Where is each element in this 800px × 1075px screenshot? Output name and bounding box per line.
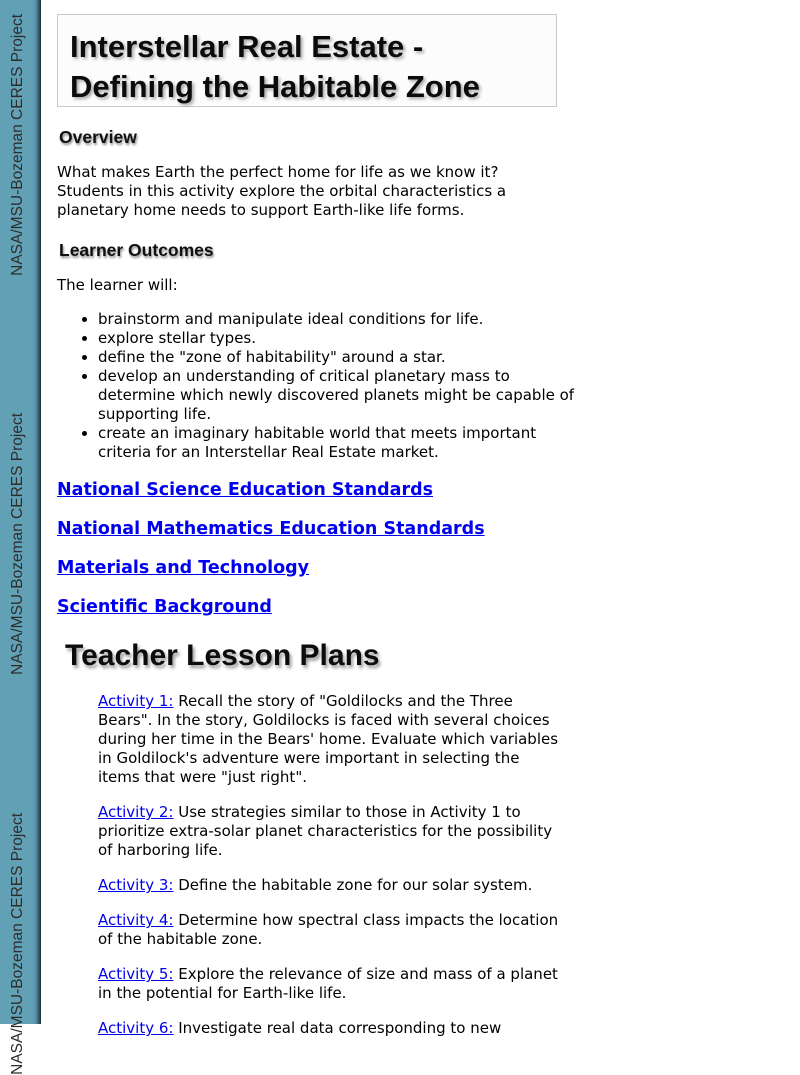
section-link[interactable]: Scientific Background [57,597,272,617]
learner-outcome-item: • define the "zone of habitability" around a star. [98,348,585,367]
activity-description: Investigate real data corresponding to new [178,1019,502,1037]
section-link[interactable]: National Mathematics Education Standards [57,519,485,539]
activity-link[interactable]: Activity 5: [98,965,174,983]
learner-intro-text: The learner will: [57,276,178,294]
overview-heading: Overview [59,127,137,147]
activity-description: Define the habitable zone for our solar system. [178,876,533,894]
sidebar-project-label: NASA/MSU-Bozeman CERES Project [9,14,26,276]
overview-paragraph: What makes Earth the perfect home for life as we know it? Students in this activity explore the orbital characteristics a planetary home needs to support Earth-like life forms. [57,163,507,219]
learner-outcome-item: • develop an understanding of critical planetary mass to determine which newly discovered planets might be capable of supporting life. [98,367,585,424]
title-line-1: Interstellar Real Estate - [70,29,424,64]
teacher-lesson-plans-heading: Teacher Lesson Plans [65,639,380,672]
sidebar [0,0,41,1075]
activity-item [98,1019,561,1038]
sidebar-project-label: NASA/MSU-Bozeman CERES Project [9,413,26,675]
activity-item [98,965,561,1003]
activity-description: Determine how spectral class impacts the location of the habitable zone. [98,911,559,948]
learner-outcomes-list [57,310,585,462]
activity-link[interactable]: Activity 2: [98,803,174,821]
activity-item [98,692,561,787]
section-link[interactable]: Materials and Technology [57,558,310,578]
section-link[interactable]: National Science Education Standards [57,480,434,500]
learner-outcomes-heading: Learner Outcomes [59,240,214,260]
main-content [57,0,800,1038]
activity-item [98,876,561,895]
learner-outcome-item: • brainstorm and manipulate ideal conditions for life. [98,310,585,329]
section-link-row [57,480,800,501]
learner-outcome-item: • explore stellar types. [98,329,585,348]
title-banner-image [57,14,557,107]
activity-link[interactable]: Activity 4: [98,911,174,929]
learner-outcome-item: • create an imaginary habitable world that meets important criteria for an Interstellar Real Estate market. [98,424,585,462]
activity-item [98,911,561,949]
section-link-row [57,519,800,540]
activity-item [98,803,561,860]
activity-link[interactable]: Activity 3: [98,876,174,894]
activity-link[interactable]: Activity 1: [98,692,174,710]
sidebar-project-label: NASA/MSU-Bozeman CERES Project [9,813,26,1075]
section-link-row [57,558,800,579]
activity-link[interactable]: Activity 6: [98,1019,174,1037]
title-line-2: Defining the Habitable Zone [70,69,480,104]
activity-description: Explore the relevance of size and mass of a planet in the potential for Earth-like life. [98,965,558,1002]
activity-description: Use strategies similar to those in Activity 1 to prioritize extra-solar planet characteristics for the possibility of harboring life. [98,803,553,859]
activity-description: Recall the story of "Goldilocks and the Three Bears". In the story, Goldilocks is faced with several choices during her time in the Bears' home. Evaluate which variables in Goldilock's adventure were important in selecting the items that were "just right". [98,692,559,786]
section-link-row [57,597,800,618]
activities-list [98,692,561,1038]
